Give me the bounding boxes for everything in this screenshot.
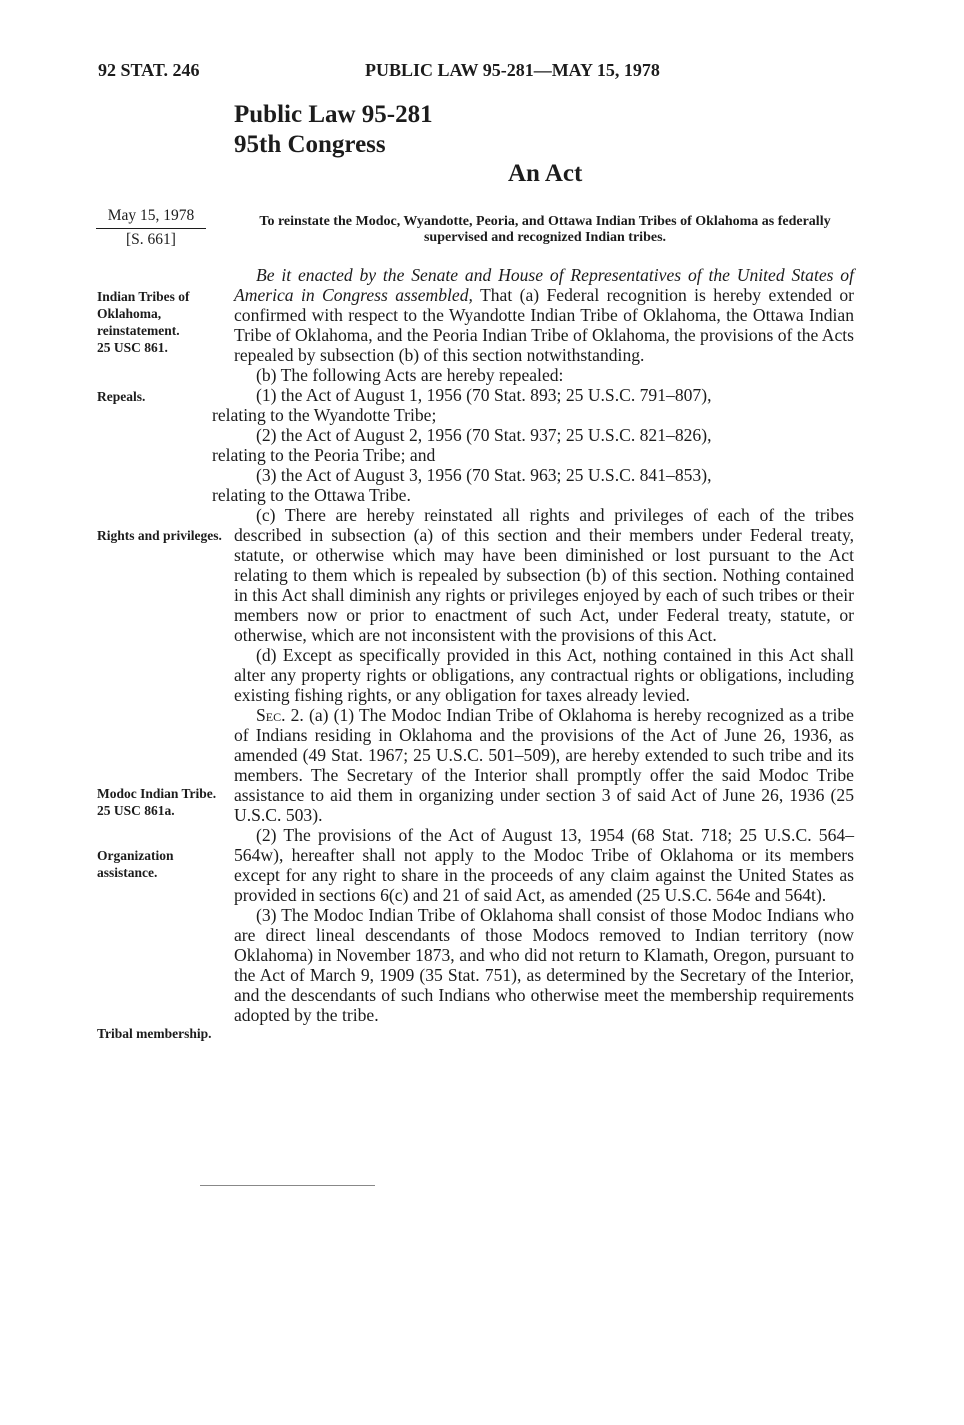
paragraph-c: (c) There are hereby reinstated all rights and privileges of each of the tribes described in subsection (a) of this section and their members under Federal treaty, statute, or otherwise which may have been diminished or lost pursuant to the Act relating to them which is repealed by subsection (b) of this section. Nothing contained in this Act shall diminish any rights or privileges enjoyed by each of such tribes or their members now or prior to enactment of such Act, under Federal treaty, statute, or otherwise, which are not inconsistent with the provisions of this Act. [234, 505, 854, 645]
enacting-clause: Be it enacted by the Senate and House of Representatives of the United States of America in Congress assembled, [234, 265, 854, 305]
date-box [96, 205, 206, 251]
enactment-date: May 15, 1978 [96, 205, 206, 229]
margin-note-modoc [97, 785, 222, 819]
stat-page-number: 92 STAT. 246 [98, 60, 200, 80]
margin-note-organization: Organization assistance. [97, 848, 174, 880]
margin-note-repeals: Repeals. [97, 389, 146, 404]
margin-note-text: Modoc Indian Tribe. [97, 786, 217, 801]
page-header [0, 60, 964, 88]
act-title: An Act [508, 160, 583, 187]
law-title: Public Law 95-281 [234, 101, 433, 128]
paragraph-b2: (2) the Act of August 2, 1956 (70 Stat. 937; 25 U.S.C. 821–826), relating to the Peoria Tribe; and [212, 425, 712, 465]
margin-note-rights: Rights and privileges. [97, 528, 222, 543]
margin-note-tribal: Tribal membership. [97, 1026, 212, 1041]
margin-note-usc: 25 USC 861. [97, 340, 168, 355]
section-2-a2: (2) The provisions of the Act of August 13, 1954 (68 Stat. 718; 25 U.S.C. 564–564w), hereafter shall not apply to the Modoc Tribe of Oklahoma or its members except for any right to share in the proceeds of any claim against the United States as provided in sections 6(c) and 21 of said Act, as amended (25 U.S.C. 564e and 564t). [234, 825, 854, 905]
section-label: Sec. 2. [256, 705, 304, 725]
section-2-a1: Sec. 2. (a) (1) The Modoc Indian Tribe of Oklahoma is hereby recognized as a tribe of Indians residing in Oklahoma and the provisions of the Act of June 26, 1936, as amended (49 Stat. 1967; 25 U.S.C. 501–509), are hereby extended to such tribe and its members. The Secretary of the Interior shall promptly offer the said Modoc Tribe assistance to aid them in organizing under section 3 of said Act of June 26, 1936 (25 U.S.C. 503). [234, 705, 854, 825]
running-head: PUBLIC LAW 95-281—MAY 15, 1978 [365, 60, 660, 80]
footer-rule [200, 1185, 375, 1186]
bill-number: [S. 661] [126, 231, 176, 248]
act-purpose: To reinstate the Modoc, Wyandotte, Peoria, and Ottawa Indian Tribes of Oklahoma as federally supervised and recognized Indian tribes. [259, 214, 831, 245]
paragraph-b: (b) The following Acts are hereby repealed: [256, 365, 564, 385]
margin-note-text: Indian Tribes of Oklahoma, reinstatement. [97, 289, 190, 338]
section-2-a3: (3) The Modoc Indian Tribe of Oklahoma shall consist of those Modoc Indians who are direct lineal descendants of those Modocs removed to Indian territory (now Oklahoma) in November 1873, and who did not return to Klamath, Oregon, pursuant to the Act of March 9, 1909 (35 Stat. 751), as determined by the Secretary of the Interior, and the descendants of such Indians who otherwise meet the membership requirements adopted by the tribe. [234, 905, 854, 1025]
margin-note-usc: 25 USC 861a. [97, 803, 175, 818]
paragraph-b1: (1) the Act of August 1, 1956 (70 Stat. 893; 25 U.S.C. 791–807), relating to the Wyandotte Tribe; [212, 385, 712, 425]
law-block [234, 100, 433, 160]
law-congress: 95th Congress [234, 131, 386, 158]
paragraph-a: Be it enacted by the Senate and House of Representatives of the United States of America in Congress assembled, That (a) Federal recognition is hereby extended or confirmed with respect to the Wyandotte Indian Tribe of Oklahoma, the Ottawa Indian Tribe of Oklahoma, and the Peoria Indian Tribe of Oklahoma, the provisions of the Acts repealed by subsection (b) of this section notwithstanding. [234, 265, 854, 365]
paragraph-b3: (3) the Act of August 3, 1956 (70 Stat. 963; 25 U.S.C. 841–853), relating to the Ottawa Tribe. [212, 465, 712, 505]
margin-note-indian-tribes [97, 288, 222, 356]
act-body [212, 265, 854, 1025]
paragraph-d: (d) Except as specifically provided in this Act, nothing contained in this Act shall alter any property rights or obligations, any contractual rights or obligations, including existing fishing rights, or any obligation for taxes already levied. [234, 645, 854, 705]
